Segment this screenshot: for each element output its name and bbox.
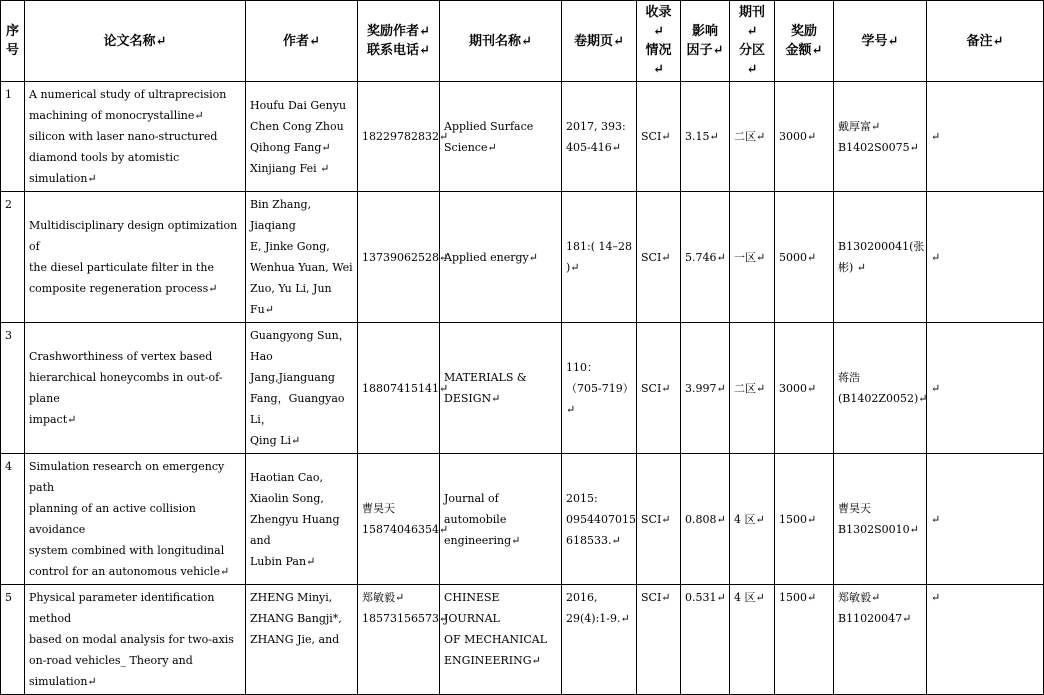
header-row <box>1 1 1044 82</box>
cell-phone: 曹昊天 15874046354↵ <box>358 454 440 585</box>
cell-remark: ↵ <box>927 82 1044 192</box>
cell-award: 3000↵ <box>775 82 834 192</box>
cell-journal: Applied Surface Science↵ <box>440 82 562 192</box>
cell-volume: 2016, 29(4):1-9.↵ <box>562 585 637 695</box>
cell-remark: ↵ <box>927 585 1044 695</box>
cell-remark: ↵ <box>927 192 1044 323</box>
cell-seq: 5 <box>1 585 25 695</box>
cell-indexed: SCI↵ <box>637 82 681 192</box>
cell-award: 3000↵ <box>775 323 834 454</box>
cell-journal: CHINESE JOURNAL OF MECHANICAL ENGINEERING↵ <box>440 585 562 695</box>
cell-zone: 二区↵ <box>730 323 775 454</box>
cell-impact: 0.531↵ <box>681 585 730 695</box>
cell-student-id: B130200041(张 彬) ↵ <box>834 192 927 323</box>
cell-phone: 13739062528↵ <box>358 192 440 323</box>
cell-authors: ZHENG Minyi, ZHANG Bangji*, ZHANG Jie, and <box>246 585 358 695</box>
header-zone: 期刊↵ 分区↵ <box>730 1 775 82</box>
cell-student-id: 蒋浩 (B1402Z0052)↵ <box>834 323 927 454</box>
header-student-id: 学号↵ <box>834 1 927 82</box>
cell-zone: 一区↵ <box>730 192 775 323</box>
header-journal: 期刊名称↵ <box>440 1 562 82</box>
table-row <box>1 82 1044 192</box>
cell-award: 1500↵ <box>775 454 834 585</box>
header-impact: 影响 因子↵ <box>681 1 730 82</box>
table-row <box>1 323 1044 454</box>
header-authors: 作者↵ <box>246 1 358 82</box>
cell-volume: 110： （705-719）↵ <box>562 323 637 454</box>
cell-seq: 2 <box>1 192 25 323</box>
cell-indexed: SCI↵ <box>637 192 681 323</box>
header-award: 奖励 金额↵ <box>775 1 834 82</box>
cell-remark: ↵ <box>927 323 1044 454</box>
cell-impact: 3.15↵ <box>681 82 730 192</box>
header-indexed: 收录↵ 情况↵ <box>637 1 681 82</box>
cell-title: A numerical study of ultraprecision machining of monocrystalline↵ silicon with laser nano-structured diamond tools by atomistic simulation↵ <box>25 82 246 192</box>
cell-authors: Bin Zhang, Jiaqiang E, Jinke Gong, Wenhua Yuan, Wei Zuo, Yu Li, Jun Fu↵ <box>246 192 358 323</box>
cell-seq: 4 <box>1 454 25 585</box>
header-phone: 奖励作者↵ 联系电话↵ <box>358 1 440 82</box>
cell-student-id: 戴厚富↵ B1402S0075↵ <box>834 82 927 192</box>
cell-phone: 18807415141↵ <box>358 323 440 454</box>
cell-seq: 3 <box>1 323 25 454</box>
cell-remark: ↵ <box>927 454 1044 585</box>
cell-phone: 郑敏毅↵ 18573156573↵ <box>358 585 440 695</box>
cell-zone: 4 区↵ <box>730 454 775 585</box>
cell-zone: 4 区↵ <box>730 585 775 695</box>
cell-phone: 18229782832↵ <box>358 82 440 192</box>
cell-seq: 1 <box>1 82 25 192</box>
cell-zone: 二区↵ <box>730 82 775 192</box>
cell-title: Simulation research on emergency path planning of an active collision avoidance system combined with longitudinal control for an autonomous vehicle↵ <box>25 454 246 585</box>
cell-impact: 3.997↵ <box>681 323 730 454</box>
cell-authors: Guangyong Sun， Hao Jang,Jianguang Fang，Guangyao Li， Qing Li↵ <box>246 323 358 454</box>
cell-journal: Applied energy↵ <box>440 192 562 323</box>
table-row <box>1 454 1044 585</box>
header-title: 论文名称↵ <box>25 1 246 82</box>
cell-authors: Haotian Cao, Xiaolin Song, Zhengyu Huang and Lubin Pan↵ <box>246 454 358 585</box>
table-row <box>1 585 1044 695</box>
cell-volume: 181:( 14–28 )↵ <box>562 192 637 323</box>
cell-authors: Houfu Dai Genyu Chen Cong Zhou Qihong Fang↵ Xinjiang Fei ↵ <box>246 82 358 192</box>
cell-title: Multidisciplinary design optimization of the diesel particulate filter in the composite regeneration process↵ <box>25 192 246 323</box>
cell-student-id: 郑敏毅↵ B11020047↵ <box>834 585 927 695</box>
table-row <box>1 192 1044 323</box>
cell-impact: 5.746↵ <box>681 192 730 323</box>
header-seq: 序 号 <box>1 1 25 82</box>
cell-award: 5000↵ <box>775 192 834 323</box>
header-volume: 卷期页↵ <box>562 1 637 82</box>
cell-indexed: SCI↵ <box>637 454 681 585</box>
cell-title: Crashworthiness of vertex based hierarchical honeycombs in out-of-plane impact↵ <box>25 323 246 454</box>
header-remark: 备注↵ <box>927 1 1044 82</box>
cell-student-id: 曹昊天 B1302S0010↵ <box>834 454 927 585</box>
cell-volume: 2015: 0954407015 618533.↵ <box>562 454 637 585</box>
cell-indexed: SCI↵ <box>637 323 681 454</box>
cell-title: Physical parameter identification method based on modal analysis for two-axis on-road vehicles_ Theory and simulation↵ <box>25 585 246 695</box>
cell-journal: Journal of automobile engineering↵ <box>440 454 562 585</box>
cell-journal: MATERIALS & DESIGN↵ <box>440 323 562 454</box>
cell-award: 1500↵ <box>775 585 834 695</box>
cell-volume: 2017, 393: 405-416↵ <box>562 82 637 192</box>
cell-impact: 0.808↵ <box>681 454 730 585</box>
cell-indexed: SCI↵ <box>637 585 681 695</box>
